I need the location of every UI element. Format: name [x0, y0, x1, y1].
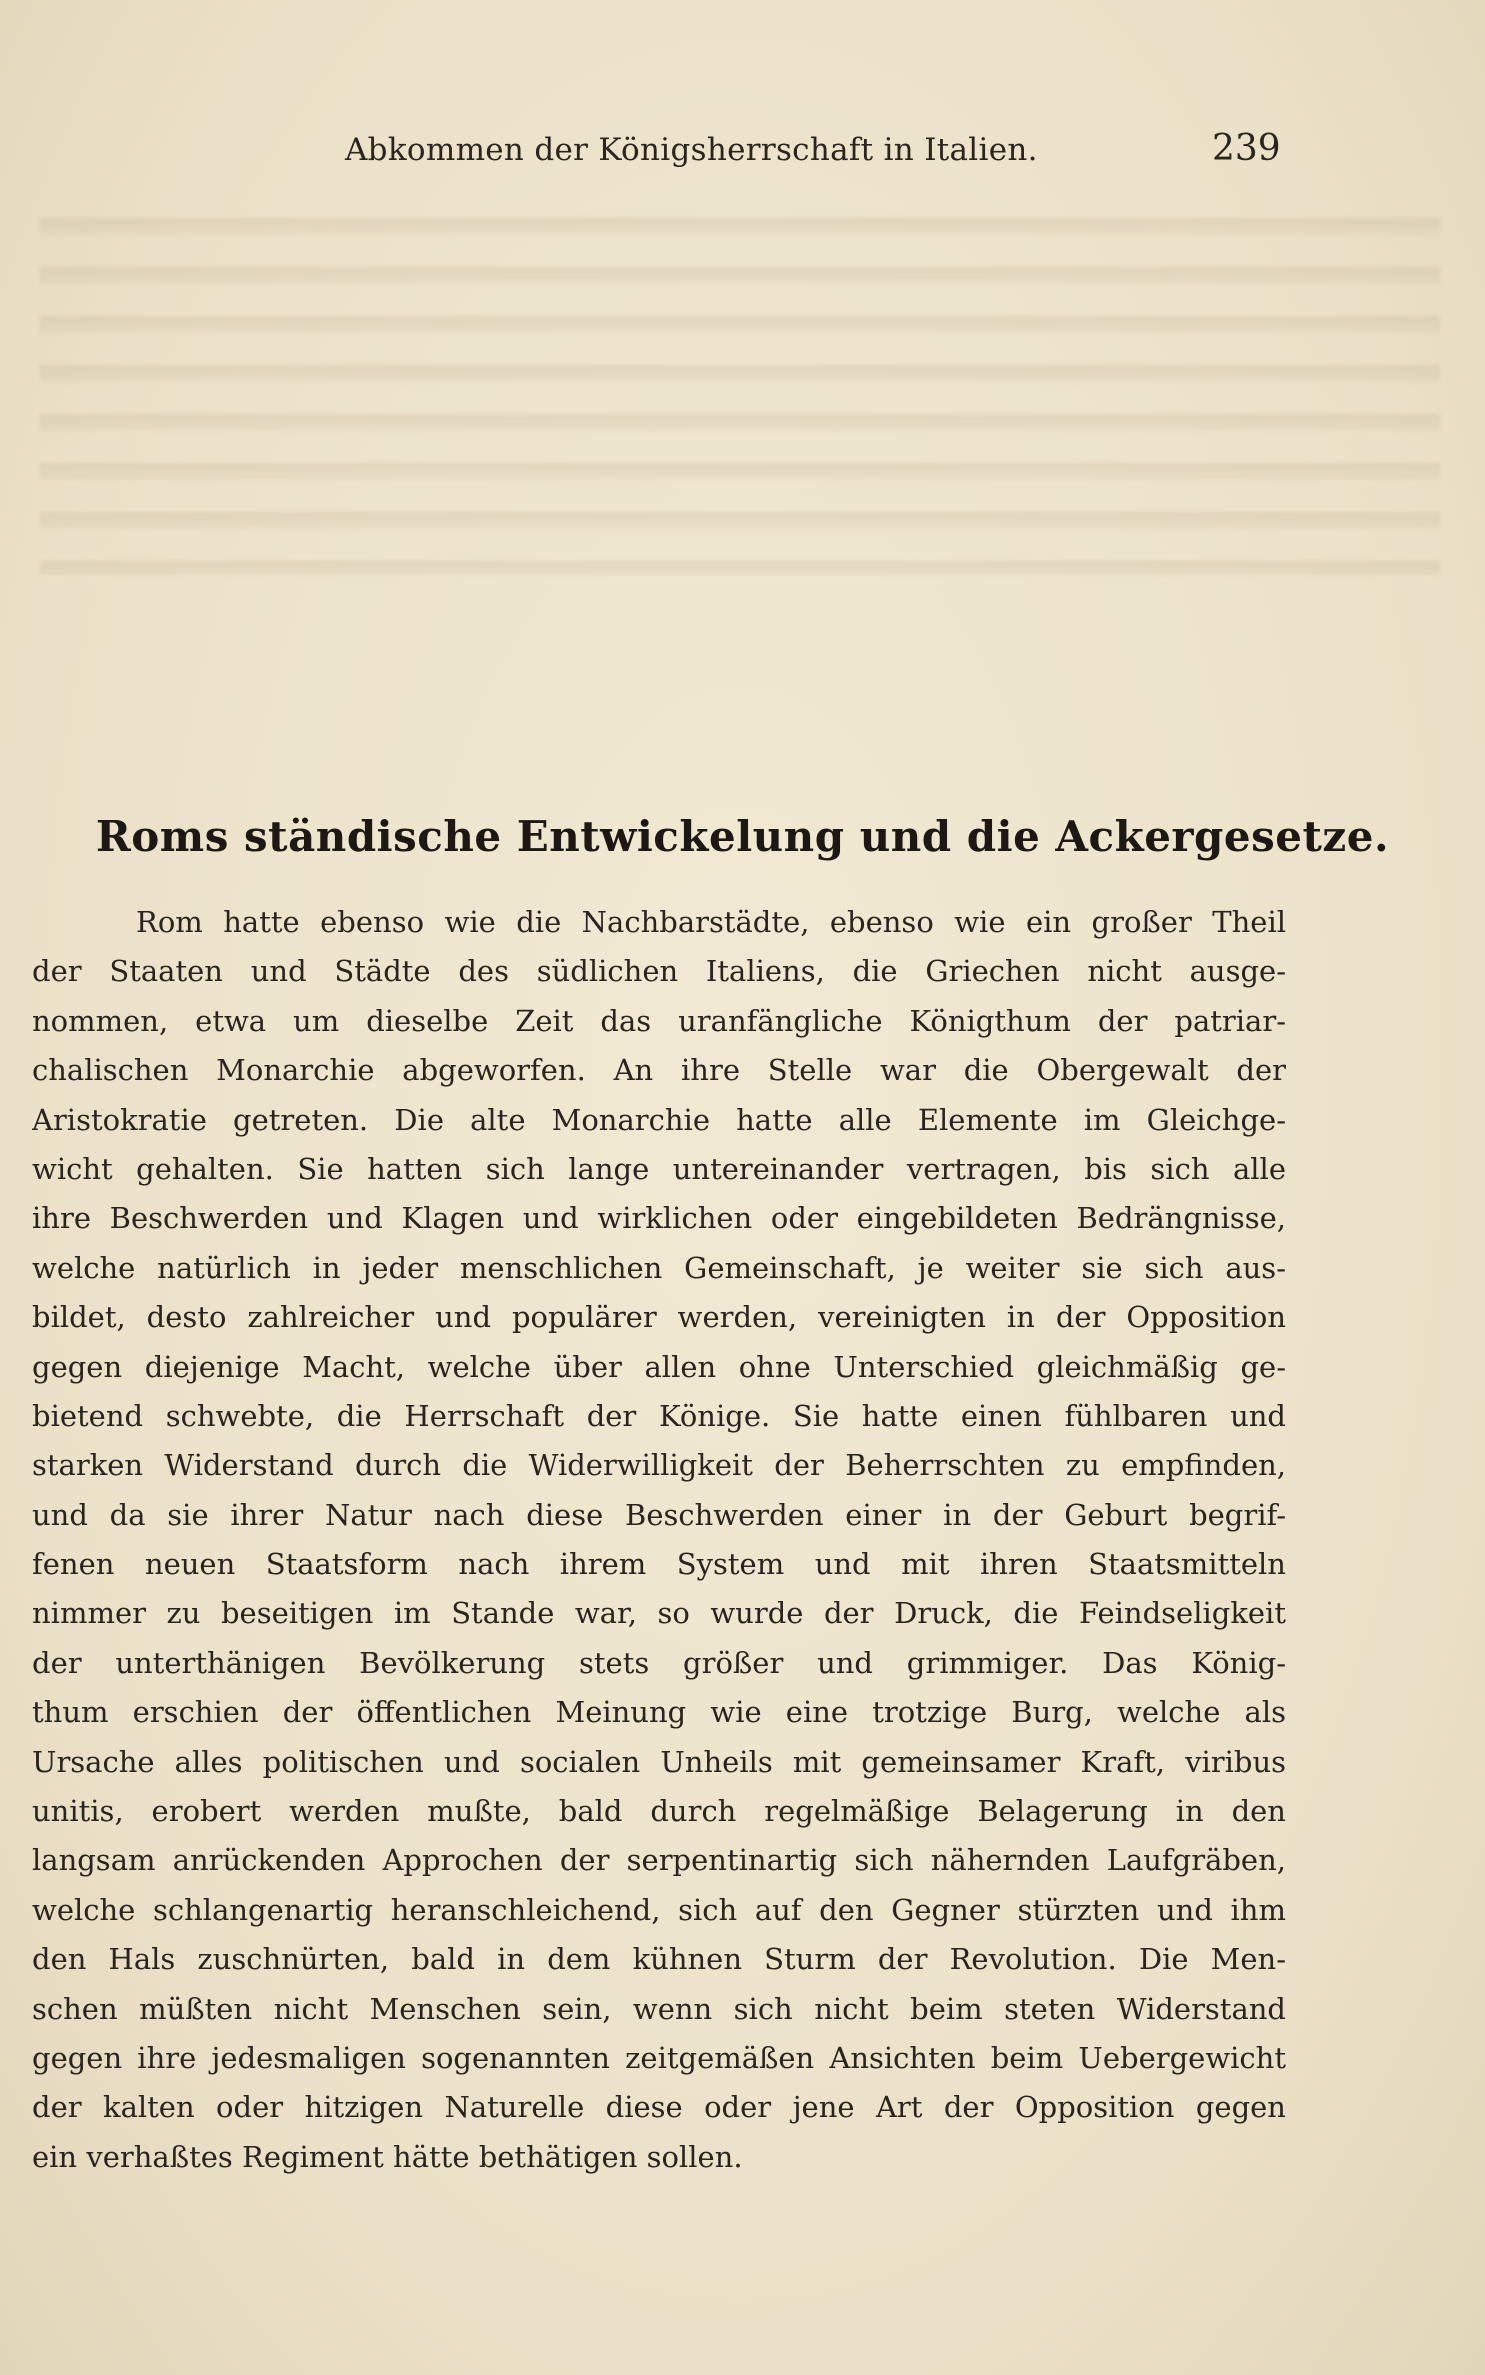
text-line: bietend schwebte, die Herrschaft der Könige. Sie hatte einen fühlbaren und: [32, 1398, 1286, 1433]
text-line: nimmer zu beseitigen im Stande war, so wurde der Druck, die Feindseligkeit: [32, 1596, 1286, 1631]
text-line: wicht gehalten. Sie hatten sich lange untereinander vertragen, bis sich alle: [32, 1151, 1286, 1186]
text-line: welche schlangenartig heranschleichend, sich auf den Gegner stürzten und ihm: [32, 1892, 1286, 1927]
text-line: nommen, etwa um dieselbe Zeit das uranfängliche Königthum der patriar-: [32, 1003, 1286, 1038]
text-line: langsam anrückenden Approchen der serpentinartig sich nähernden Laufgräben,: [32, 1843, 1286, 1878]
text-line: und da sie ihrer Natur nach diese Beschwerden einer in der Geburt begrif-: [32, 1497, 1286, 1532]
running-head: [0, 128, 1485, 178]
text-line: schen müßten nicht Menschen sein, wenn sich nicht beim steten Widerstand: [32, 1991, 1286, 2026]
text-line: der unterthänigen Bevölkerung stets größer und grimmiger. Das König-: [32, 1645, 1286, 1680]
text-line: gegen diejenige Macht, welche über allen ohne Unterschied gleichmäßig ge-: [32, 1349, 1286, 1384]
text-line: der kalten oder hitzigen Naturelle diese oder jene Art der Opposition gegen: [32, 2090, 1286, 2125]
text-line: welche natürlich in jeder menschlichen Gemeinschaft, je weiter sie sich aus-: [32, 1250, 1286, 1285]
text-line: bildet, desto zahlreicher und populärer werden, vereinigten in der Opposition: [32, 1300, 1286, 1335]
text-line: ein verhaßtes Regiment hätte bethätigen sollen.: [32, 2139, 743, 2174]
text-line: chalischen Monarchie abgeworfen. An ihre Stelle war die Obergewalt der: [32, 1053, 1286, 1088]
page-number: 239: [1212, 128, 1281, 169]
text-line: Ursache alles politischen und socialen Unheils mit gemeinsamer Kraft, viribus: [32, 1744, 1286, 1779]
text-line: der Staaten und Städte des südlichen Italiens, die Griechen nicht ausge-: [32, 954, 1286, 989]
text-line: Aristokratie getreten. Die alte Monarchie hatte alle Elemente im Gleichge-: [32, 1102, 1286, 1137]
body-paragraph: [32, 898, 1286, 2182]
text-line: ihre Beschwerden und Klagen und wirklichen oder eingebildeten Bedrängnisse,: [32, 1201, 1286, 1236]
running-title: Abkommen der Königsherrschaft in Italien.: [345, 132, 1038, 168]
bleed-through-texture: [40, 195, 1440, 575]
text-line: starken Widerstand durch die Widerwilligkeit der Beherrschten zu empfinden,: [32, 1448, 1286, 1483]
text-line: unitis, erobert werden mußte, bald durch regelmäßige Belagerung in den: [32, 1794, 1286, 1829]
text-line: den Hals zuschnürten, bald in dem kühnen Sturm der Revolution. Die Men-: [32, 1942, 1286, 1977]
text-line: thum erschien der öffentlichen Meinung wie eine trotzige Burg, welche als: [32, 1695, 1286, 1730]
text-line: gegen ihre jedesmaligen sogenannten zeitgemäßen Ansichten beim Uebergewicht: [32, 2040, 1286, 2075]
text-line: fenen neuen Staatsform nach ihrem System und mit ihren Staatsmitteln: [32, 1547, 1286, 1582]
text-line: Rom hatte ebenso wie die Nachbarstädte, ebenso wie ein großer Theil: [136, 905, 1286, 939]
chapter-heading: Roms ständische Entwickelung und die Ackergesetze.: [95, 812, 1390, 861]
